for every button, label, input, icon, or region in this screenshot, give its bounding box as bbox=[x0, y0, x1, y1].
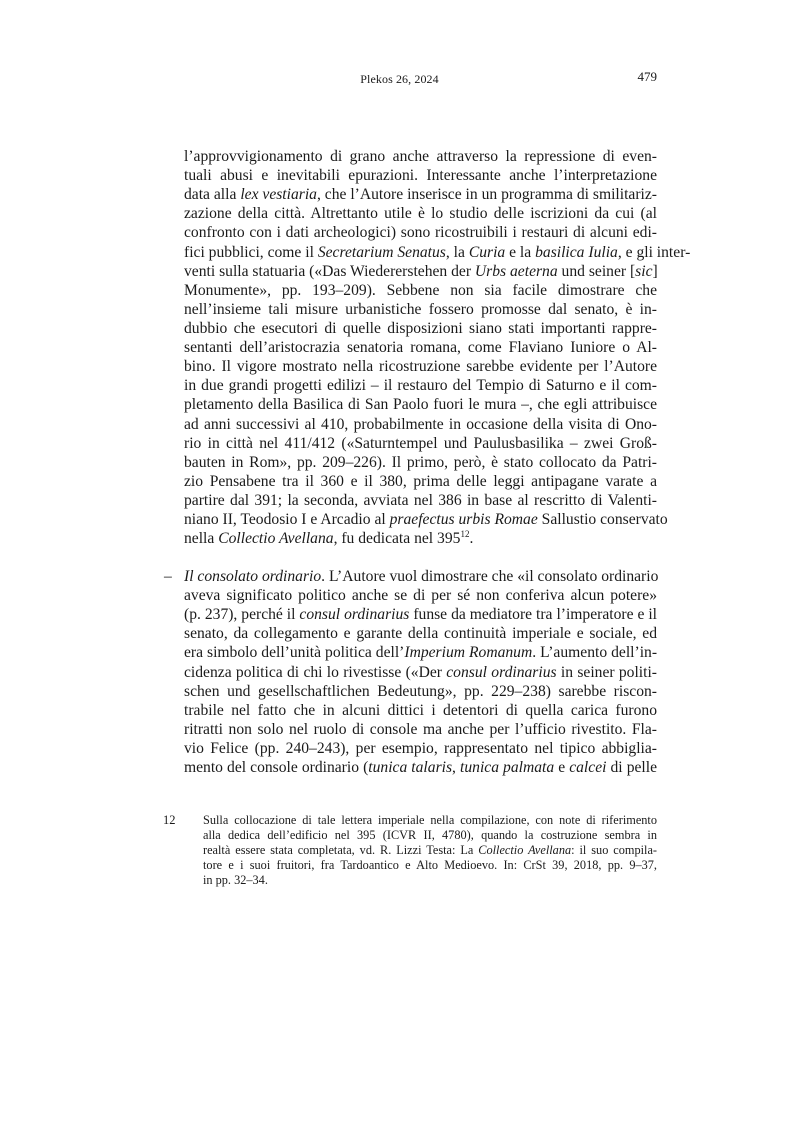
text-line bbox=[184, 701, 657, 720]
text-run: di pelle bbox=[606, 759, 658, 777]
text-line bbox=[184, 357, 657, 376]
text-run: in seiner politi- bbox=[556, 663, 657, 681]
italic-term: Imperium Romanum bbox=[404, 644, 533, 662]
italic-term: sic bbox=[635, 262, 653, 280]
text-run: , che l’Autore inserisce in un programma di smilitariz- bbox=[316, 186, 657, 204]
text-line bbox=[184, 281, 657, 300]
text-run: Monumente», pp. 193–209). Sebbene non sia facile dimostrare che bbox=[184, 281, 657, 299]
text-line bbox=[184, 300, 657, 319]
text-line bbox=[184, 319, 657, 338]
text-line bbox=[184, 243, 691, 262]
text-line bbox=[184, 434, 657, 453]
italic-term: tunica talaris bbox=[368, 759, 453, 777]
text-line bbox=[184, 204, 657, 223]
text-line bbox=[184, 643, 657, 662]
text-run: , bbox=[452, 759, 461, 777]
text-run: trabile nel fatto che in alcuni dittici i detentori di quella carica furono bbox=[184, 701, 657, 719]
italic-term: calcei bbox=[569, 759, 607, 777]
text-run: zio Pensabene tra il 360 e il 380, prima delle leggi antipagane varate a bbox=[184, 472, 657, 490]
text-line bbox=[184, 586, 657, 605]
text-run: sentanti dell’aristocrazia senatoria romana, come Flaviano Iuniore o Al- bbox=[184, 339, 657, 357]
italic-term: Collectio Avellana bbox=[478, 843, 572, 857]
text-line bbox=[184, 166, 657, 185]
text-line bbox=[203, 858, 657, 873]
text-line bbox=[184, 453, 657, 472]
text-run: bino. Il vigore mostrato nella ricostruzione sarebbe evidente per l’Autore bbox=[184, 358, 657, 376]
text-line bbox=[184, 223, 657, 242]
italic-term: tunica palmata bbox=[460, 759, 555, 777]
text-run: tore e i suoi fruitori, fra Tardoantico e Alto Medioevo. In: CrSt 39, 2018, pp. 9–37, bbox=[203, 858, 657, 872]
text-run: aveva significato politico anche se di per sé non conferiva alcun potere» bbox=[184, 587, 657, 605]
list-item-consolato bbox=[184, 567, 657, 777]
text-run: schen und gesellschaftlichen Bedeutung», pp. 229–238) sarebbe riscon- bbox=[184, 682, 657, 700]
text-line bbox=[184, 529, 657, 548]
italic-term: consul ordinarius bbox=[446, 663, 557, 681]
text-line bbox=[184, 567, 657, 586]
text-run: . bbox=[469, 530, 474, 548]
text-line bbox=[184, 758, 657, 777]
text-run: senato, da collegamento e garante della continuità imperiale e sociale, ed bbox=[184, 625, 657, 643]
text-line bbox=[184, 415, 657, 434]
text-line bbox=[184, 739, 657, 758]
text-run: , la bbox=[445, 243, 469, 261]
text-run: vio Felice (pp. 240–243), per esempio, rappresentato nel tipico abbiglia- bbox=[184, 739, 657, 757]
text-line bbox=[184, 663, 657, 682]
footnote-text bbox=[203, 813, 657, 888]
text-run: tuali abusi e inevitabili epurazioni. Interessante anche l’interpretazione bbox=[184, 167, 657, 185]
italic-term: consul ordinarius bbox=[299, 606, 410, 624]
text-run: ad anni successivi al 410, probabilmente in occasione della visita di Ono- bbox=[184, 415, 657, 433]
text-run: in due grandi progetti edilizi – il restauro del Tempio di Saturno e il com- bbox=[184, 377, 657, 395]
footnote-reference[interactable]: 12 bbox=[460, 529, 470, 540]
text-run: funse da mediatore tra l’imperatore e il bbox=[409, 606, 657, 624]
italic-term: basilica Iulia bbox=[535, 243, 618, 261]
text-run: rio in città nel 411/412 («Saturntempel und Paulusbasilika – zwei Groß- bbox=[184, 434, 657, 452]
text-run: , e gli inter- bbox=[617, 243, 691, 261]
text-line bbox=[184, 624, 657, 643]
page-number: 479 bbox=[637, 69, 657, 84]
text-run: data alla bbox=[184, 186, 241, 204]
text-line bbox=[184, 262, 657, 281]
italic-term: Collectio Avellana bbox=[218, 530, 334, 548]
text-line bbox=[184, 395, 657, 414]
text-line bbox=[203, 873, 657, 888]
text-run: Sallustio conservato bbox=[537, 511, 668, 529]
text-line bbox=[203, 813, 657, 828]
text-run: fici pubblici, come il bbox=[184, 243, 318, 261]
text-line bbox=[203, 843, 657, 858]
text-run: . L’Autore vuol dimostrare che «il consolato ordinario bbox=[321, 568, 659, 585]
italic-term: Urbs aeterna bbox=[474, 262, 558, 280]
text-line bbox=[203, 828, 657, 843]
text-run: in pp. 32–34. bbox=[203, 873, 268, 887]
text-run: und seiner [ bbox=[557, 262, 636, 280]
text-run: , fu dedicata nel 395 bbox=[333, 530, 461, 548]
text-run: (p. 237), perché il bbox=[184, 606, 300, 624]
text-run: niano II, Teodosio I e Arcadio al bbox=[184, 511, 390, 529]
italic-term: Secretarium Senatus bbox=[317, 243, 446, 261]
text-run: ] bbox=[652, 262, 658, 280]
text-line bbox=[184, 510, 668, 529]
text-run: e bbox=[554, 759, 570, 777]
text-run: nella bbox=[184, 530, 219, 548]
list-bullet-dash: – bbox=[164, 568, 172, 585]
text-run: dubbio che esecutori di quelle disposizioni siano stati importanti rappre- bbox=[184, 319, 657, 337]
text-line bbox=[184, 338, 657, 357]
text-line bbox=[184, 491, 657, 510]
italic-term: lex vestiaria bbox=[240, 186, 317, 204]
body-paragraph bbox=[184, 147, 691, 548]
text-run: cidenza politica di chi lo rivestisse («Der bbox=[184, 663, 447, 681]
text-line bbox=[184, 472, 657, 491]
text-line bbox=[184, 376, 657, 395]
text-run: pletamento della Basilica di San Paolo fuori le mura –, che egli attribuisce bbox=[184, 396, 657, 414]
text-line bbox=[184, 185, 657, 204]
text-run: bauten in Rom», pp. 209–226). Il primo, però, è stato collocato da Patri- bbox=[184, 453, 657, 471]
italic-term: Il consolato ordinario bbox=[184, 568, 322, 585]
italic-term: Curia bbox=[468, 243, 506, 261]
text-line bbox=[184, 147, 657, 166]
text-run: ritratti non solo nel ruolo di console ma anche per l’ufficio rivestito. Fla- bbox=[184, 720, 657, 738]
text-run: partire dal 391; la seconda, avviata nel 386 in base al rescritto di Valenti- bbox=[184, 491, 657, 509]
text-run: Sulla collocazione di tale lettera imperiale nella compilazione, con note di riferimento bbox=[203, 813, 657, 827]
text-run: nell’insieme tali misure urbanistiche fossero promosse dal senato, è in- bbox=[184, 300, 657, 318]
text-run: venti sulla statuaria («Das Wiedererstehen der bbox=[184, 262, 475, 280]
text-line bbox=[184, 682, 657, 701]
text-run: alla dedica dell’edificio nel 395 (ICVR II, 4780), quando la costruzione sembra in bbox=[203, 828, 657, 842]
text-run: era simbolo dell’unità politica dell’ bbox=[184, 644, 405, 662]
text-run: confronto con i dati archeologici) sono ricostruibili i restauri di alcuni edi- bbox=[184, 224, 657, 242]
text-run: l’approvvigionamento di grano anche attraverso la repressione di even- bbox=[184, 148, 657, 165]
text-run: mento del console ordinario ( bbox=[184, 759, 369, 777]
text-run: . L’aumento dell’in- bbox=[532, 644, 658, 662]
text-run: e la bbox=[505, 243, 536, 261]
text-line bbox=[184, 605, 657, 624]
text-run: : il suo compila- bbox=[571, 843, 658, 857]
text-line bbox=[184, 720, 657, 739]
footnote-number: 12 bbox=[163, 813, 176, 827]
italic-term: praefectus urbis Romae bbox=[389, 511, 538, 529]
text-run: realtà essere stata completata, vd. R. Lizzi Testa: La bbox=[203, 843, 479, 857]
running-head: Plekos 26, 2024 bbox=[360, 72, 439, 86]
text-run: zazione della città. Altrettanto utile è lo studio delle iscrizioni da cui (al bbox=[184, 205, 657, 223]
